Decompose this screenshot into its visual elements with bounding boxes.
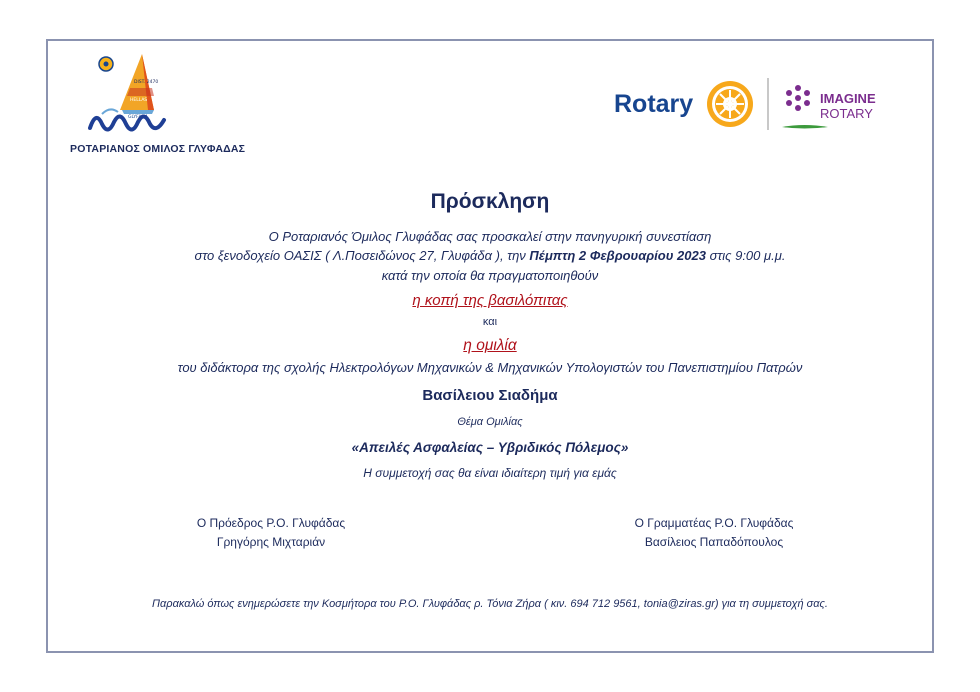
venue-text: στο ξενοδοχείο ΟΑΣΙΣ ( Λ.Ποσειδώνος 27, Γλυφάδα ), την — [194, 248, 530, 263]
speaker-credentials: του διδάκτορα της σχολής Ηλεκτρολόγων Μηχανικών & Μηχανικών Υπολογιστών του Πανεπιστημίου Πατρών — [177, 360, 803, 375]
club-name: ΡΟΤΑΡΙΑΝΟΣ ΟΜΙΛΟΣ ΓΛΥΦΑΔΑΣ — [70, 143, 246, 155]
invitation-line-3: κατά την οποία θα πραγματοποιηθούν — [381, 268, 599, 283]
imagine-flower-icon — [786, 85, 810, 111]
event-cake-cutting: η κοπή της βασιλόπιτας — [412, 292, 568, 309]
signature-secretary — [584, 514, 844, 552]
imagine-green-swoosh — [782, 125, 828, 129]
rotary-wordmark: Rotary — [614, 90, 694, 118]
logo-glyfada-text: GLYFADA — [128, 115, 148, 120]
rotary-wheel-icon — [707, 81, 753, 127]
event-time: στις 9:00 μ.μ. — [705, 248, 786, 263]
president-role: Ο Πρόεδρος Ρ.Ο. Γλυφάδας — [196, 516, 346, 530]
event-speech-wrap — [46, 337, 934, 355]
rotary-logo — [614, 72, 914, 136]
honor-text: Η συμμετοχή σας θα είναι ιδιαίτερη τιμή για εμάς — [363, 466, 617, 480]
club-logo — [84, 48, 174, 136]
invitation-title: Πρόσκληση — [430, 190, 550, 213]
topic-title: «Απειλές Ασφαλείας – Υβριδικός Πόλεμος» — [351, 440, 629, 455]
rsvp-footer: Παρακαλώ όπως ενημερώσετε την Κοσμήτορα του Ρ.Ο. Γλυφάδας ρ. Τόνια Ζήρα ( κιν. 694 712 9561, tonia@ziras.gr) για τη συμμετοχή σας. — [152, 598, 828, 610]
speaker-name: Βασίλειου Σιαδήμα — [422, 387, 558, 404]
secretary-role: Ο Γραμματέας Ρ.Ο. Γλυφάδας — [634, 516, 794, 530]
logo-hellas-text: HELLAS — [130, 98, 148, 103]
imagine-rotary-wordmark: ROTARY — [820, 106, 873, 121]
signature-president — [141, 514, 401, 552]
and-text: και — [482, 316, 498, 328]
event-date: Πέμπτη 2 Φεβρουαρίου 2023 — [529, 248, 706, 263]
imagine-wordmark: IMAGINE — [820, 91, 876, 106]
topic-label: Θέμα Ομιλίας — [457, 416, 523, 428]
logo-dist-text: DIST. 2470 — [134, 80, 159, 85]
event-speech: η ομιλία — [463, 337, 517, 354]
invitation-line-2 — [46, 248, 934, 263]
secretary-name: Βασίλειος Παπαδόπουλος — [644, 535, 784, 549]
invitation-line-1: Ο Ροταριανός Όμιλος Γλυφάδας σας προσκαλεί στην πανηγυρική συνεστίαση — [268, 229, 712, 244]
event-cake-cutting-wrap — [46, 292, 934, 310]
president-name: Γρηγόρης Μιχταριάν — [216, 535, 326, 549]
